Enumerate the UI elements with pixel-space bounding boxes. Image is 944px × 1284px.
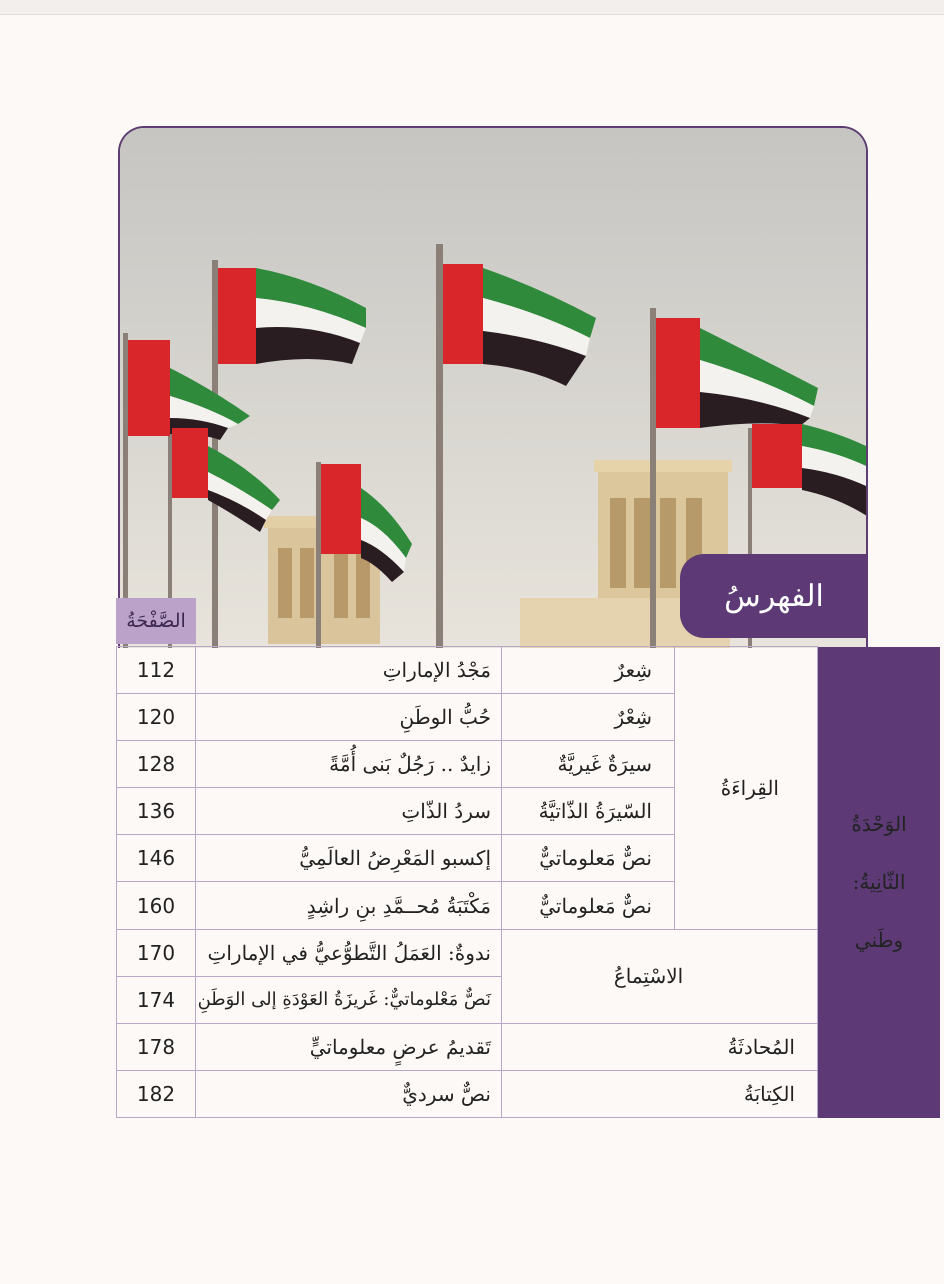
unit-line-3: وطَني (854, 928, 904, 952)
text-type: شِعْرٌ (502, 694, 675, 741)
table-of-contents (116, 646, 940, 1118)
table-row (117, 647, 941, 694)
lesson-title: حُبُّ الوطَنِ (196, 694, 502, 741)
page-number: 170 (117, 929, 196, 976)
unit-label (818, 647, 941, 1118)
index-title: الفهرسُ (680, 554, 868, 638)
lesson-title: إكسبو المَعْرِضُ العالَمِيُّ (196, 835, 502, 882)
unit-line-1: الوَحْدَةُ (851, 812, 907, 836)
section-speaking: المُحادثَةُ (502, 1023, 818, 1070)
lesson-title: نَصٌّ مَعْلوماتيٌّ: غَريزَةُ العَوْدَةِ إلى الوَطَنِ (196, 976, 502, 1023)
scan-edge (0, 0, 944, 15)
page-number: 174 (117, 976, 196, 1023)
text-type: نصٌّ مَعلوماتيٌّ (502, 882, 675, 929)
lesson-title: تَقديمُ عرضٍ معلوماتيٍّ (196, 1023, 502, 1070)
lesson-title: مَكْتَبَةُ مُحــمَّدِ بنِ راشِدٍ (196, 882, 502, 929)
page-number: 178 (117, 1023, 196, 1070)
text-type: شِعرٌ (502, 647, 675, 694)
page-number: 112 (117, 647, 196, 694)
page-number: 136 (117, 788, 196, 835)
text-type: نصٌّ مَعلوماتيٌّ (502, 835, 675, 882)
page-number: 128 (117, 741, 196, 788)
text-type: السّيرَةُ الذّاتيَّةُ (502, 788, 675, 835)
table-row (117, 1070, 941, 1117)
lesson-title: مَجْدُ الإماراتِ (196, 647, 502, 694)
page-number: 146 (117, 835, 196, 882)
table-row (117, 929, 941, 976)
section-writing: الكِتابَةُ (502, 1070, 818, 1117)
page-number: 120 (117, 694, 196, 741)
lesson-title: ندوةٌ: العَمَلُ التَّطوُّعيُّ في الإماراتِ (196, 929, 502, 976)
table-row (117, 1023, 941, 1070)
text-type: سيرَةٌ غَيريَّةٌ (502, 741, 675, 788)
lesson-title: نصٌّ سرديٌّ (196, 1070, 502, 1117)
page-number: 182 (117, 1070, 196, 1117)
page-column-label: الصَّفْحَةُ (116, 598, 196, 644)
section-listening: الاسْتِماعُ (502, 929, 818, 1023)
unit-line-2: الثّانِيةُ: (852, 870, 906, 894)
page-number: 160 (117, 882, 196, 929)
lesson-title: زايدٌ .. رَجُلٌ بَنى أُمَّةً (196, 741, 502, 788)
section-reading: القِراءَةُ (675, 647, 818, 930)
lesson-title: سردُ الذّاتِ (196, 788, 502, 835)
